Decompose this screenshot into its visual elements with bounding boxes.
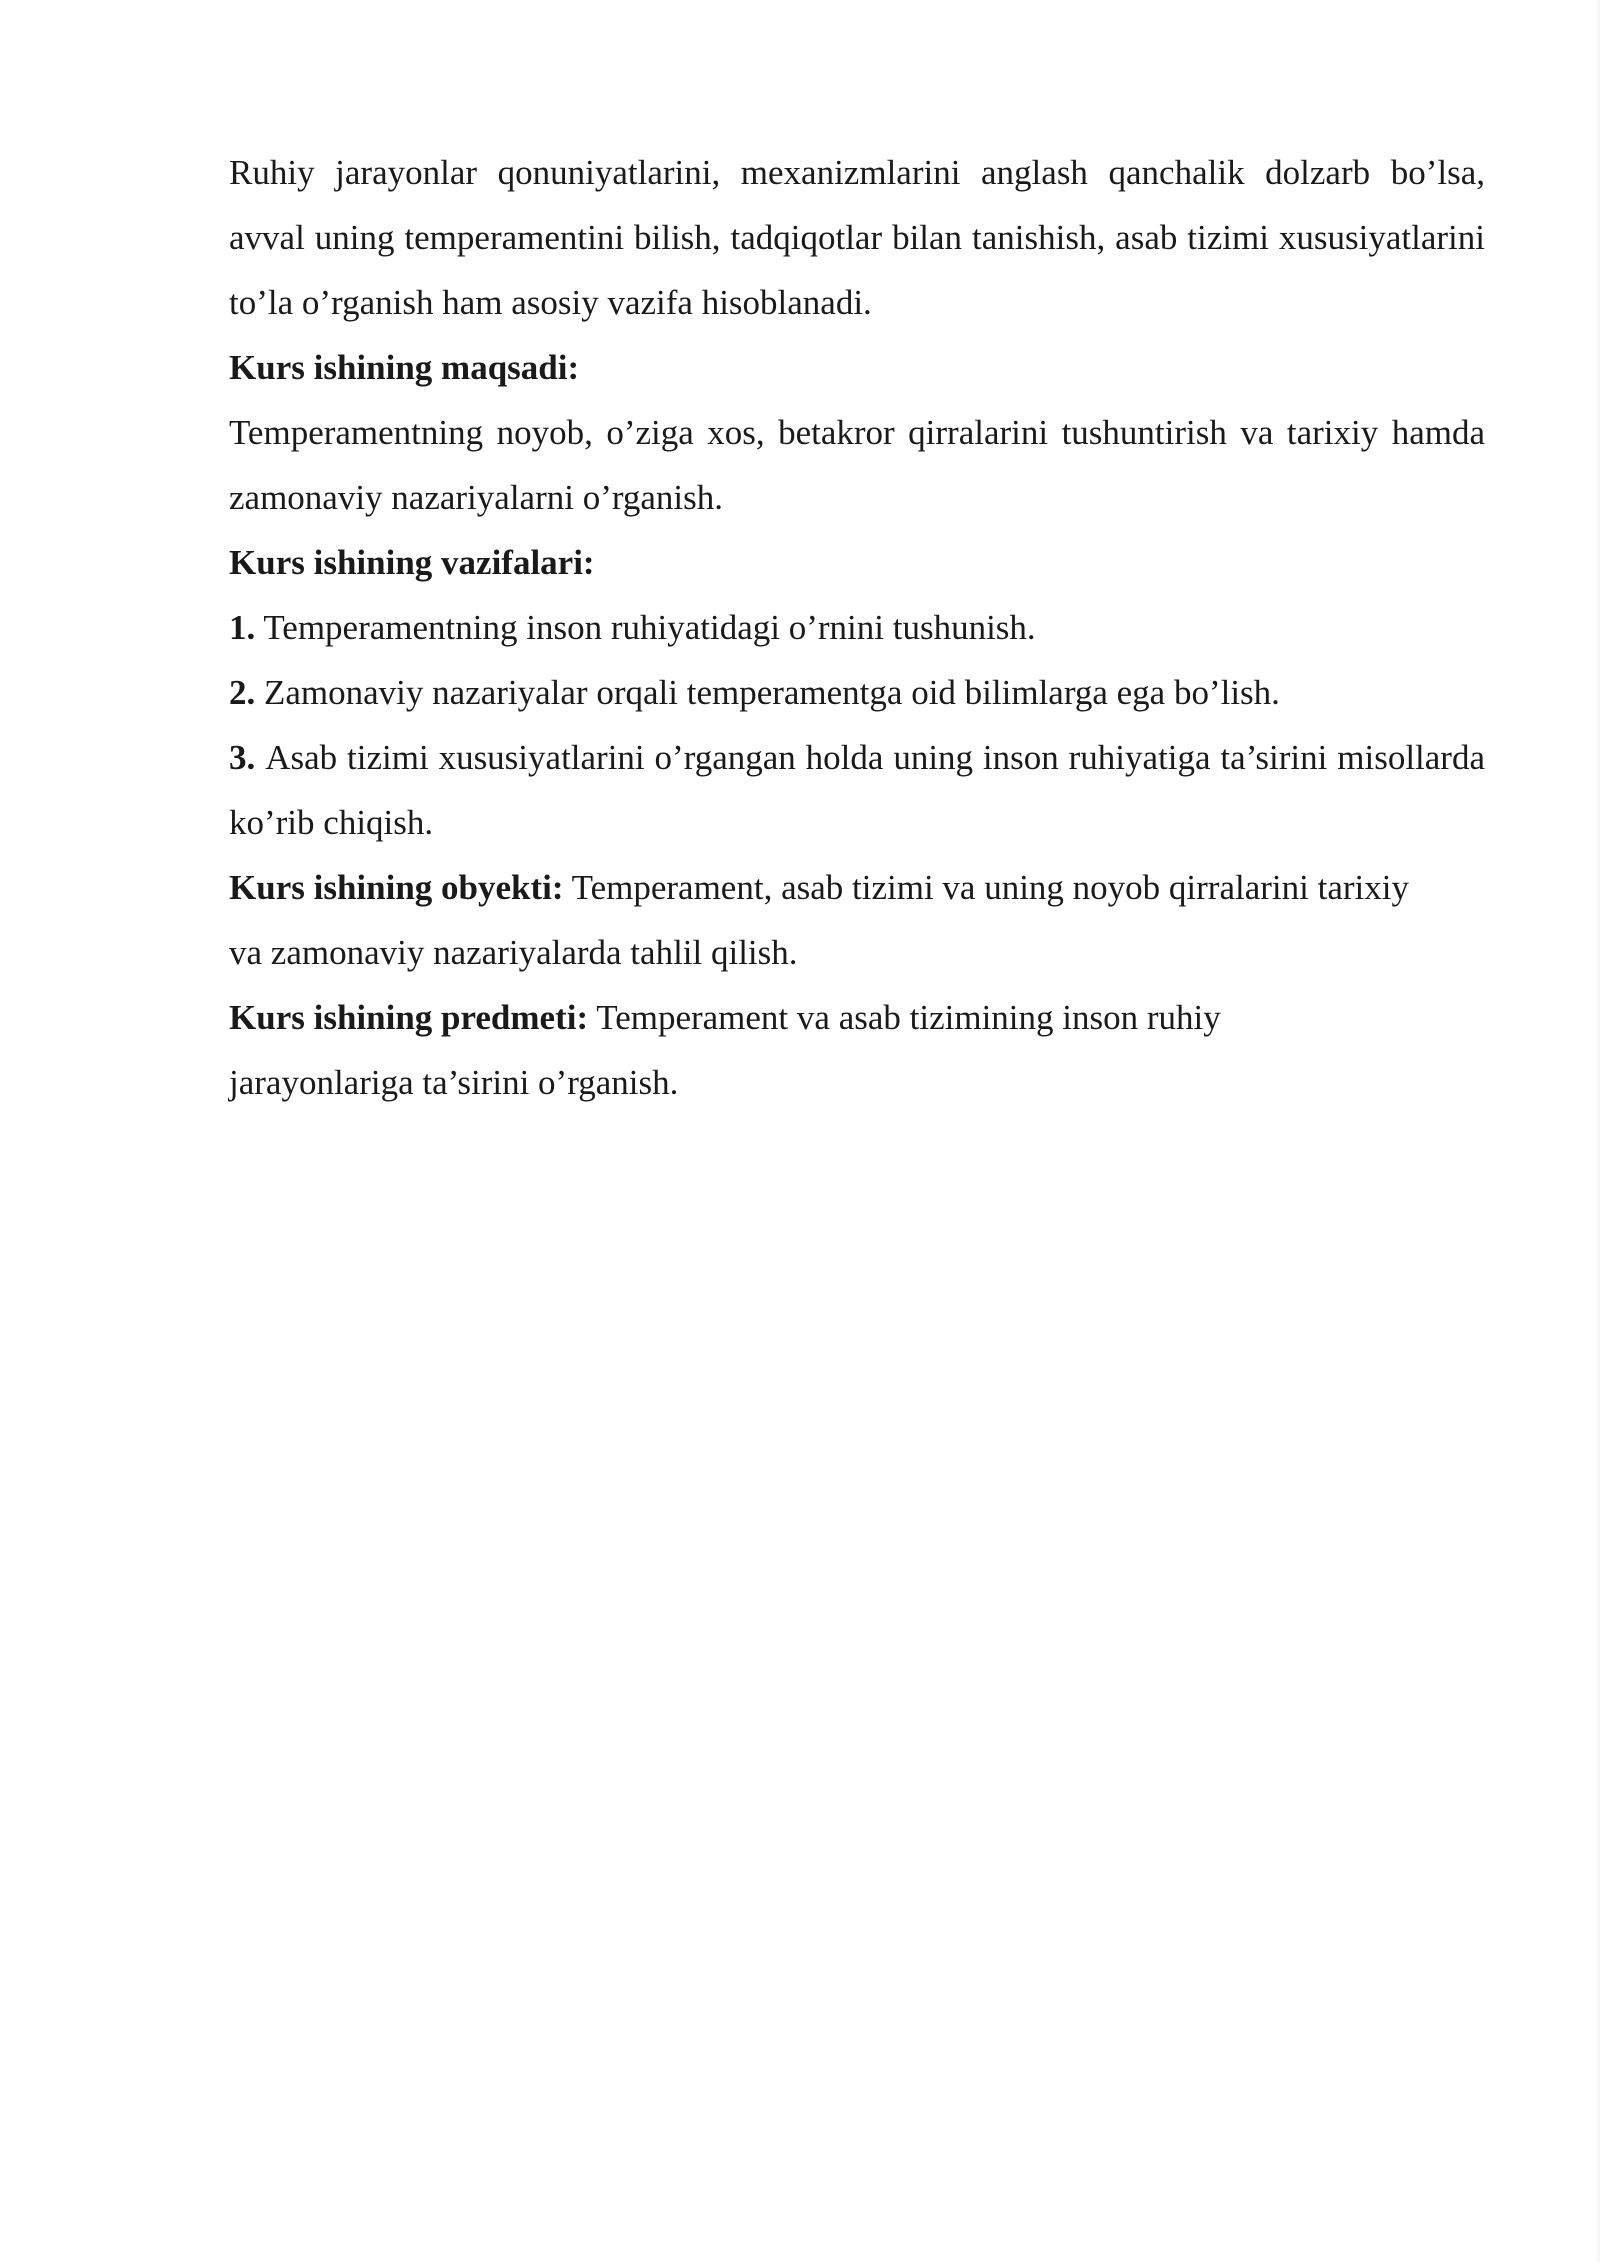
- task-number: 3.: [229, 738, 256, 777]
- task-text: Zamonaviy nazariyalar orqali temperamentga oid bilimlarga ega bo’lish.: [255, 673, 1280, 712]
- task-number: 1.: [229, 608, 256, 647]
- task-item-2: [229, 660, 1485, 725]
- task-number: 2.: [229, 673, 256, 712]
- page-edge-shadow: [1594, 0, 1600, 2262]
- subject-paragraph: [229, 985, 1349, 1115]
- task-item-1: [229, 595, 1485, 660]
- task-text: Temperamentning inson ruhiyatidagi o’rnini tushunish.: [255, 608, 1036, 647]
- document-body: [229, 140, 1485, 1115]
- goal-paragraph: Temperamentning noyob, o’ziga xos, betakror qirralarini tushuntirish va tarixiy hamda zamonaviy nazariyalarni o’rganish.: [229, 413, 1485, 517]
- task-text: Asab tizimi xususiyatlarini o’rgangan holda uning inson ruhiyatiga ta’sirini misollarda ko’rib chiqish.: [229, 738, 1485, 842]
- tasks-heading: Kurs ishining vazifalari:: [229, 543, 595, 582]
- object-label: Kurs ishining obyekti:: [229, 868, 564, 907]
- intro-paragraph: Ruhiy jarayonlar qonuniyatlarini, mexanizmlarini anglash qanchalik dolzarb bo’lsa, avval uning temperamentini bilish, tadqiqotlar bilan tanishish, asab tizimi xususiyatlarini to’la o’rganish ham asosiy vazifa hisoblanadi.: [229, 153, 1485, 322]
- object-paragraph: [229, 855, 1409, 985]
- subject-text: Temperament va asab tizimining inson ruhiy jarayonlariga ta’sirini o’rganish.: [229, 998, 1221, 1102]
- task-item-3: [229, 725, 1485, 855]
- object-text: Temperament, asab tizimi va uning noyob qirralarini tarixiy va zamonaviy nazariyalarda tahlil qilish.: [229, 868, 1409, 972]
- subject-label: Kurs ishining predmeti:: [229, 998, 589, 1037]
- goal-heading: Kurs ishining maqsadi:: [229, 348, 580, 387]
